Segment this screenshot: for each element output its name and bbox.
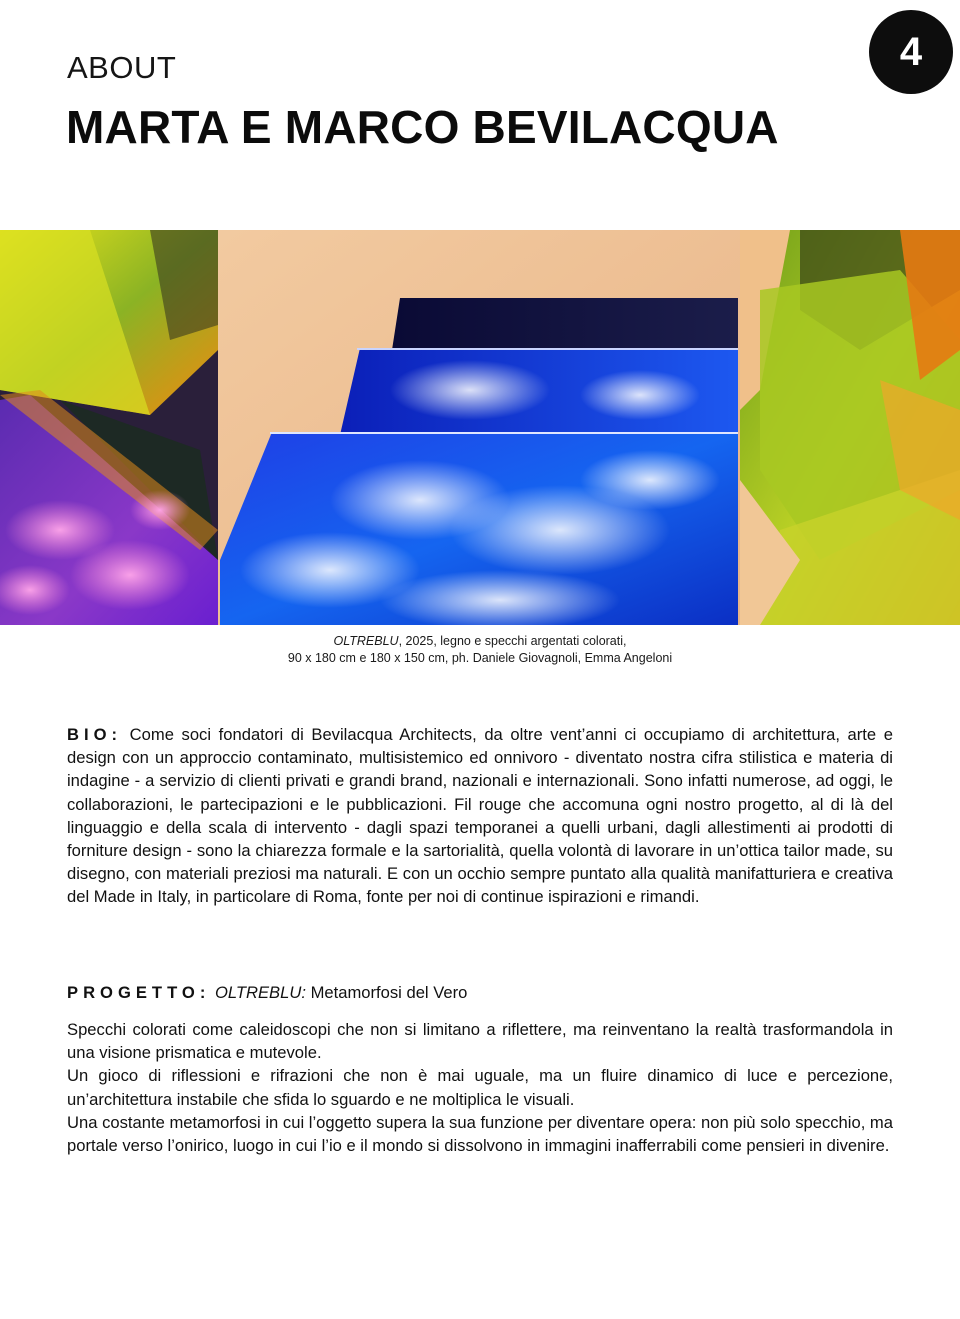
page-title: MARTA E MARCO BEVILACQUA	[66, 101, 779, 153]
project-paragraph: Una costante metamorfosi in cui l’oggetto supera la sua funzione per diventare opera: non più solo specchio, ma portale verso l’onirico, luogo in cui l’io e il mondo si dissolvono in immagini inafferrabili come pensieri in divenire.	[67, 1112, 893, 1156]
section-label: ABOUT	[67, 50, 177, 85]
artwork-photo	[0, 230, 960, 625]
project-subtitle: Metamorfosi del Vero	[310, 983, 468, 1002]
project-description	[67, 1018, 893, 1157]
project-paragraph: Specchi colorati come caleidoscopi che non si limitano a riflettere, ma reinventano la realtà trasformandola in una visione prismatica e mutevole.	[67, 1020, 893, 1063]
caption-line-2: 90 x 180 cm e 180 x 150 cm, ph. Daniele Giovagnoli, Emma Angeloni	[287, 651, 673, 665]
image-caption	[0, 633, 960, 667]
bio-text: Come soci fondatori di Bevilacqua Architects, da oltre vent’anni ci occupiamo di architettura, arte e design con un approccio contaminato, multisistemico ed onnivoro - diventato nostra cifra stilistica e materia di indagine - a servizio di clienti privati e grandi brand, nazionali e internazionali. Sono infatti numerose, ad oggi, le collaborazioni, le partecipazioni e le pubblicazioni. Fil rouge che accomuna ogni nostro progetto, al di là del linguaggio e della scala di intervento - dagli spazi temporanei a quelli urbani, dagli allestimenti ai prodotti di forniture design - sono la chiarezza formale e la sartorialità, quella volontà di lavorare in un’ottica tailor made, su disegno, con materiali preziosi ma naturali. E con un occhio sempre puntato alla qualità manifatturiera e creativa del Made in Italy, in particolare di Roma, fonte per noi di continue ispirazioni e rimandi.	[67, 725, 893, 907]
caption-line-1	[0, 633, 960, 650]
project-heading	[67, 981, 893, 1004]
project-paragraph: Un gioco di riflessioni e rifrazioni che non è mai uguale, ma un fluire dinamico di luce e percezione, un’architettura instabile che sfida lo sguardo e ne moltiplica le visuali.	[67, 1066, 893, 1109]
bio-section	[67, 723, 893, 909]
caption-work-title: OLTREBLU	[333, 634, 399, 648]
page-number-badge: 4	[869, 10, 953, 94]
caption-details: , 2025, legno e specchi argentati colorati,	[398, 634, 627, 648]
project-work-title: OLTREBLU:	[214, 983, 306, 1002]
project-label: PROGETTO:	[67, 983, 211, 1002]
bio-label: BIO:	[67, 725, 123, 744]
